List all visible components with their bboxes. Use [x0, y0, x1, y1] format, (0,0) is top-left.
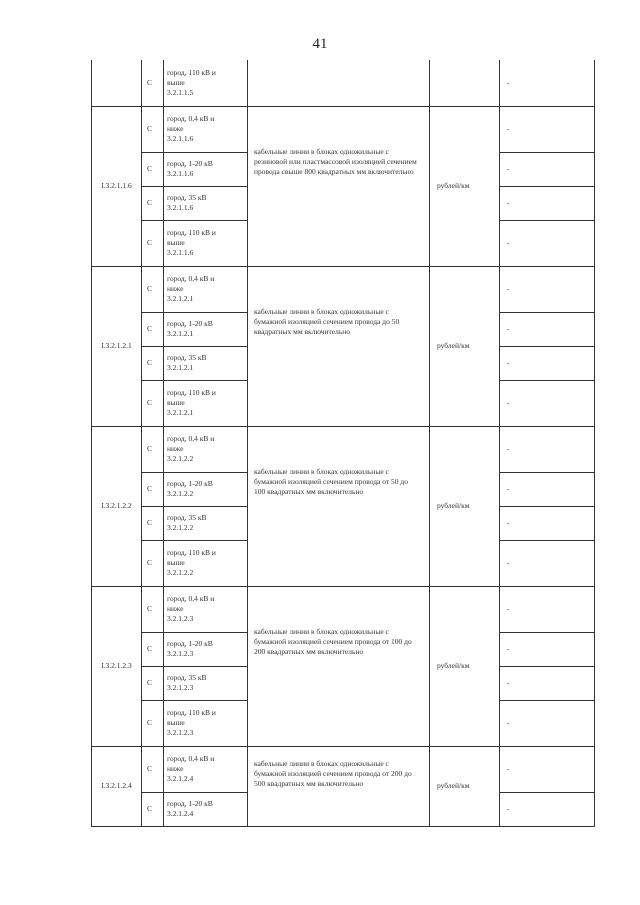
value-cell: -: [500, 152, 595, 186]
description-cell: [248, 106, 430, 266]
value-cell: -: [500, 186, 595, 220]
region-line: ниже: [167, 284, 184, 293]
region-line: город, 35 кВ: [167, 513, 207, 522]
value-cell: -: [500, 632, 595, 666]
region-line: 3.2.1.2.1: [167, 408, 194, 417]
region-line: 3.2.1.2.1: [167, 329, 194, 338]
letter-cell: С: [142, 312, 164, 346]
description-cell: [248, 266, 430, 426]
letter-cell: С: [142, 472, 164, 506]
region-cell: [164, 586, 248, 632]
region-line: 3.2.1.2.3: [167, 649, 194, 658]
value-cell: -: [500, 586, 595, 632]
region-line: 3.2.1.1.6: [167, 134, 194, 143]
code-cell: I.3.2.1.2.2: [92, 426, 142, 586]
table-row: [92, 586, 595, 632]
region-line: выше: [167, 558, 185, 567]
region-line: 3.2.1.1.6: [167, 203, 194, 212]
region-cell: [164, 426, 248, 472]
region-cell: [164, 312, 248, 346]
region-line: ниже: [167, 764, 184, 773]
code-cell: I.3.2.1.2.1: [92, 266, 142, 426]
letter-cell: С: [142, 346, 164, 380]
description-cell: [248, 746, 430, 826]
region-line: выше: [167, 718, 185, 727]
region-line: 3.2.1.2.1: [167, 294, 194, 303]
region-cell: [164, 266, 248, 312]
region-line: 3.2.1.1.5: [167, 87, 194, 97]
table-row: [92, 266, 595, 312]
region-line: город, 1-20 кВ: [167, 799, 213, 808]
description-text: кабельные линии в блоках одножильные с бумажной изоляцией сечением провода от 100 до 200 квадратных мм включительно: [254, 626, 412, 656]
value-cell: -: [500, 426, 595, 472]
unit-cell: рублей/км: [430, 586, 500, 746]
region-line: город, 110 кВ и: [167, 548, 216, 557]
region-line: ниже: [167, 444, 184, 453]
region-line: 3.2.1.2.2: [167, 523, 194, 532]
letter-cell: С: [142, 540, 164, 586]
tariff-table-body: [92, 60, 595, 826]
description-cell: [248, 586, 430, 746]
value-cell: -: [500, 540, 595, 586]
region-line: 3.2.1.2.4: [167, 774, 194, 783]
region-cell: [164, 506, 248, 540]
letter-cell: С: [142, 632, 164, 666]
region-line: 3.2.1.2.4: [167, 809, 194, 818]
region-cell: [164, 700, 248, 746]
region-line: 3.2.1.2.3: [167, 683, 194, 692]
letter-cell: С: [142, 506, 164, 540]
region-cell: [164, 186, 248, 220]
value-cell: -: [500, 792, 595, 826]
code-cell: I.3.2.1.2.4: [92, 746, 142, 826]
value-cell: -: [500, 472, 595, 506]
letter-cell: С: [142, 220, 164, 266]
region-line: город, 0,4 кВ и: [167, 274, 215, 283]
letter-cell: С: [142, 426, 164, 472]
region-line: выше: [167, 238, 185, 247]
region-line: город, 0,4 кВ и: [167, 754, 215, 763]
region-cell: [164, 746, 248, 792]
region-cell: [164, 106, 248, 152]
letter-cell: С: [142, 186, 164, 220]
table-row: [92, 106, 595, 152]
region-line: 3.2.1.2.1: [167, 363, 194, 372]
region-line: выше: [167, 398, 185, 407]
value-cell: -: [500, 506, 595, 540]
value-cell: -: [500, 346, 595, 380]
region-line: ниже: [167, 604, 184, 613]
value-cell: -: [500, 666, 595, 700]
code-cell: I.3.2.1.1.6: [92, 106, 142, 266]
region-cell: [164, 152, 248, 186]
region-line: город, 110 кВ и: [167, 388, 216, 397]
letter-cell: С: [142, 266, 164, 312]
letter-cell: С: [142, 700, 164, 746]
region-line: 3.2.1.2.2: [167, 568, 194, 577]
code-cell: I.3.2.1.2.3: [92, 586, 142, 746]
region-cell: [164, 346, 248, 380]
region-line: ниже: [167, 124, 184, 133]
region-line: 3.2.1.2.3: [167, 728, 194, 737]
page-number: 41: [312, 36, 328, 52]
region-line: 3.2.1.2.3: [167, 614, 194, 623]
region-line: город, 0,4 кВ и: [167, 434, 215, 443]
description-text: кабельные линии в блоках одножильные с резиновой или пластмассовой изоляцией сечением провода свыше 800 квадратных мм включительно: [254, 146, 417, 176]
region-line: город, 0,4 кВ и: [167, 594, 215, 603]
region-cell: [164, 380, 248, 426]
description-text: кабельные линии в блоках одножильные с бумажной изоляцией сечением провода от 50 до 100 квадратных мм включительно: [254, 466, 409, 496]
table-row: [92, 426, 595, 472]
letter-cell: С: [142, 586, 164, 632]
region-line: 3.2.1.1.6: [167, 248, 194, 257]
code-cell: [92, 60, 142, 106]
value-cell: -: [500, 106, 595, 152]
value-cell: -: [500, 746, 595, 792]
value-cell: -: [500, 380, 595, 426]
description-cell: [248, 60, 430, 106]
value-cell: -: [500, 312, 595, 346]
region-line: город, 110 кВ и: [167, 67, 216, 77]
region-cell: [164, 220, 248, 266]
region-line: город, 110 кВ и: [167, 708, 216, 717]
region-cell: [164, 666, 248, 700]
unit-cell: рублей/км: [430, 266, 500, 426]
unit-cell: рублей/км: [430, 426, 500, 586]
region-line: город, 35 кВ: [167, 193, 207, 202]
unit-cell: рублей/км: [430, 106, 500, 266]
region-line: выше: [167, 77, 185, 87]
tariff-table: [91, 60, 595, 827]
region-line: город, 110 кВ и: [167, 228, 216, 237]
unit-cell: рублей/км: [430, 746, 500, 826]
region-line: 3.2.1.1.6: [167, 169, 194, 178]
value-cell: -: [500, 60, 595, 106]
region-cell: [164, 540, 248, 586]
region-line: город, 0,4 кВ и: [167, 114, 215, 123]
region-cell: [164, 792, 248, 826]
letter-cell: С: [142, 792, 164, 826]
value-cell: -: [500, 266, 595, 312]
unit-cell: [430, 60, 500, 106]
letter-cell: С: [142, 152, 164, 186]
letter-cell: С: [142, 746, 164, 792]
letter-cell: С: [142, 666, 164, 700]
region-cell: [164, 472, 248, 506]
letter-cell: С: [142, 380, 164, 426]
region-cell: [164, 60, 248, 106]
description-cell: [248, 426, 430, 586]
letter-cell: С: [142, 106, 164, 152]
region-line: 3.2.1.2.2: [167, 489, 194, 498]
table-row: [92, 60, 595, 106]
region-cell: [164, 632, 248, 666]
value-cell: -: [500, 220, 595, 266]
region-line: город, 1-20 кВ: [167, 319, 213, 328]
region-line: город, 35 кВ: [167, 673, 207, 682]
region-line: город, 35 кВ: [167, 353, 207, 362]
region-line: город, 1-20 кВ: [167, 159, 213, 168]
letter-cell: С: [142, 60, 164, 106]
region-line: город, 1-20 кВ: [167, 479, 213, 488]
region-line: 3.2.1.2.2: [167, 454, 194, 463]
value-cell: -: [500, 700, 595, 746]
description-text: кабельные линии в блоках одножильные с бумажной изоляцией сечением провода от 200 до 500 квадратных мм включительно: [254, 758, 412, 788]
table-row: [92, 746, 595, 792]
description-text: кабельные линии в блоках одножильные с бумажной изоляцией сечением провода до 50 квадратных мм включительно: [254, 306, 400, 336]
region-line: город, 1-20 кВ: [167, 639, 213, 648]
